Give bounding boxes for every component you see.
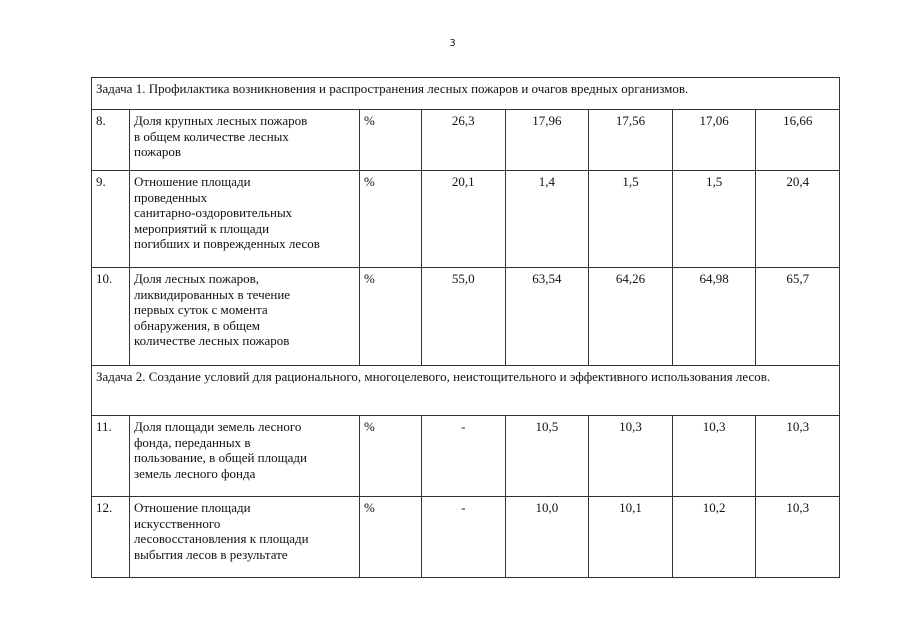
- row-number: 9.: [92, 171, 130, 268]
- unit-cell: %: [360, 110, 422, 171]
- value-cell: 10,1: [589, 497, 673, 578]
- value-cell: 1,5: [672, 171, 756, 268]
- value-cell: -: [422, 416, 506, 497]
- table-row: [92, 268, 840, 366]
- indicator-name: Доля крупных лесных пожаров в общем количестве лесных пожаров: [130, 110, 360, 171]
- indicator-name: Отношение площади проведенных санитарно-оздоровительных мероприятий к площади погибших и поврежденных лесов: [130, 171, 360, 268]
- value-cell: 10,2: [672, 497, 756, 578]
- table-row: [92, 416, 840, 497]
- unit-cell: %: [360, 497, 422, 578]
- value-cell: 1,4: [505, 171, 589, 268]
- value-cell: 10,3: [589, 416, 673, 497]
- unit-cell: %: [360, 171, 422, 268]
- value-cell: 64,98: [672, 268, 756, 366]
- value-cell: 17,96: [505, 110, 589, 171]
- table-row: [92, 110, 840, 171]
- value-cell: 20,1: [422, 171, 506, 268]
- row-number: 8.: [92, 110, 130, 171]
- row-number: 11.: [92, 416, 130, 497]
- task-title: Задача 2. Создание условий для рационального, многоцелевого, неистощительного и эффективного использования лесов.: [92, 366, 840, 416]
- value-cell: 17,06: [672, 110, 756, 171]
- row-number: 12.: [92, 497, 130, 578]
- value-cell: -: [422, 497, 506, 578]
- table-row: [92, 497, 840, 578]
- row-number: 10.: [92, 268, 130, 366]
- value-cell: 65,7: [756, 268, 840, 366]
- unit-cell: %: [360, 268, 422, 366]
- value-cell: 10,5: [505, 416, 589, 497]
- indicator-name: Доля площади земель лесного фонда, переданных в пользование, в общей площади земель лесного фонда: [130, 416, 360, 497]
- task-title: Задача 1. Профилактика возникновения и распространения лесных пожаров и очагов вредных организмов.: [92, 78, 840, 110]
- value-cell: 55,0: [422, 268, 506, 366]
- value-cell: 10,0: [505, 497, 589, 578]
- indicator-name: Отношение площади искусственного лесовосстановления к площади выбытия лесов в результате: [130, 497, 360, 578]
- table-row: [92, 171, 840, 268]
- value-cell: 10,3: [672, 416, 756, 497]
- value-cell: 26,3: [422, 110, 506, 171]
- value-cell: 20,4: [756, 171, 840, 268]
- indicators-table: [91, 77, 840, 578]
- value-cell: 1,5: [589, 171, 673, 268]
- task-header-row: [92, 366, 840, 416]
- value-cell: 17,56: [589, 110, 673, 171]
- value-cell: 10,3: [756, 497, 840, 578]
- value-cell: 16,66: [756, 110, 840, 171]
- value-cell: 64,26: [589, 268, 673, 366]
- value-cell: 10,3: [756, 416, 840, 497]
- value-cell: 63,54: [505, 268, 589, 366]
- unit-cell: %: [360, 416, 422, 497]
- page-number: 3: [449, 38, 456, 49]
- indicator-name: Доля лесных пожаров, ликвидированных в течение первых суток с момента обнаружения, в общем количестве лесных пожаров: [130, 268, 360, 366]
- task-header-row: [92, 78, 840, 110]
